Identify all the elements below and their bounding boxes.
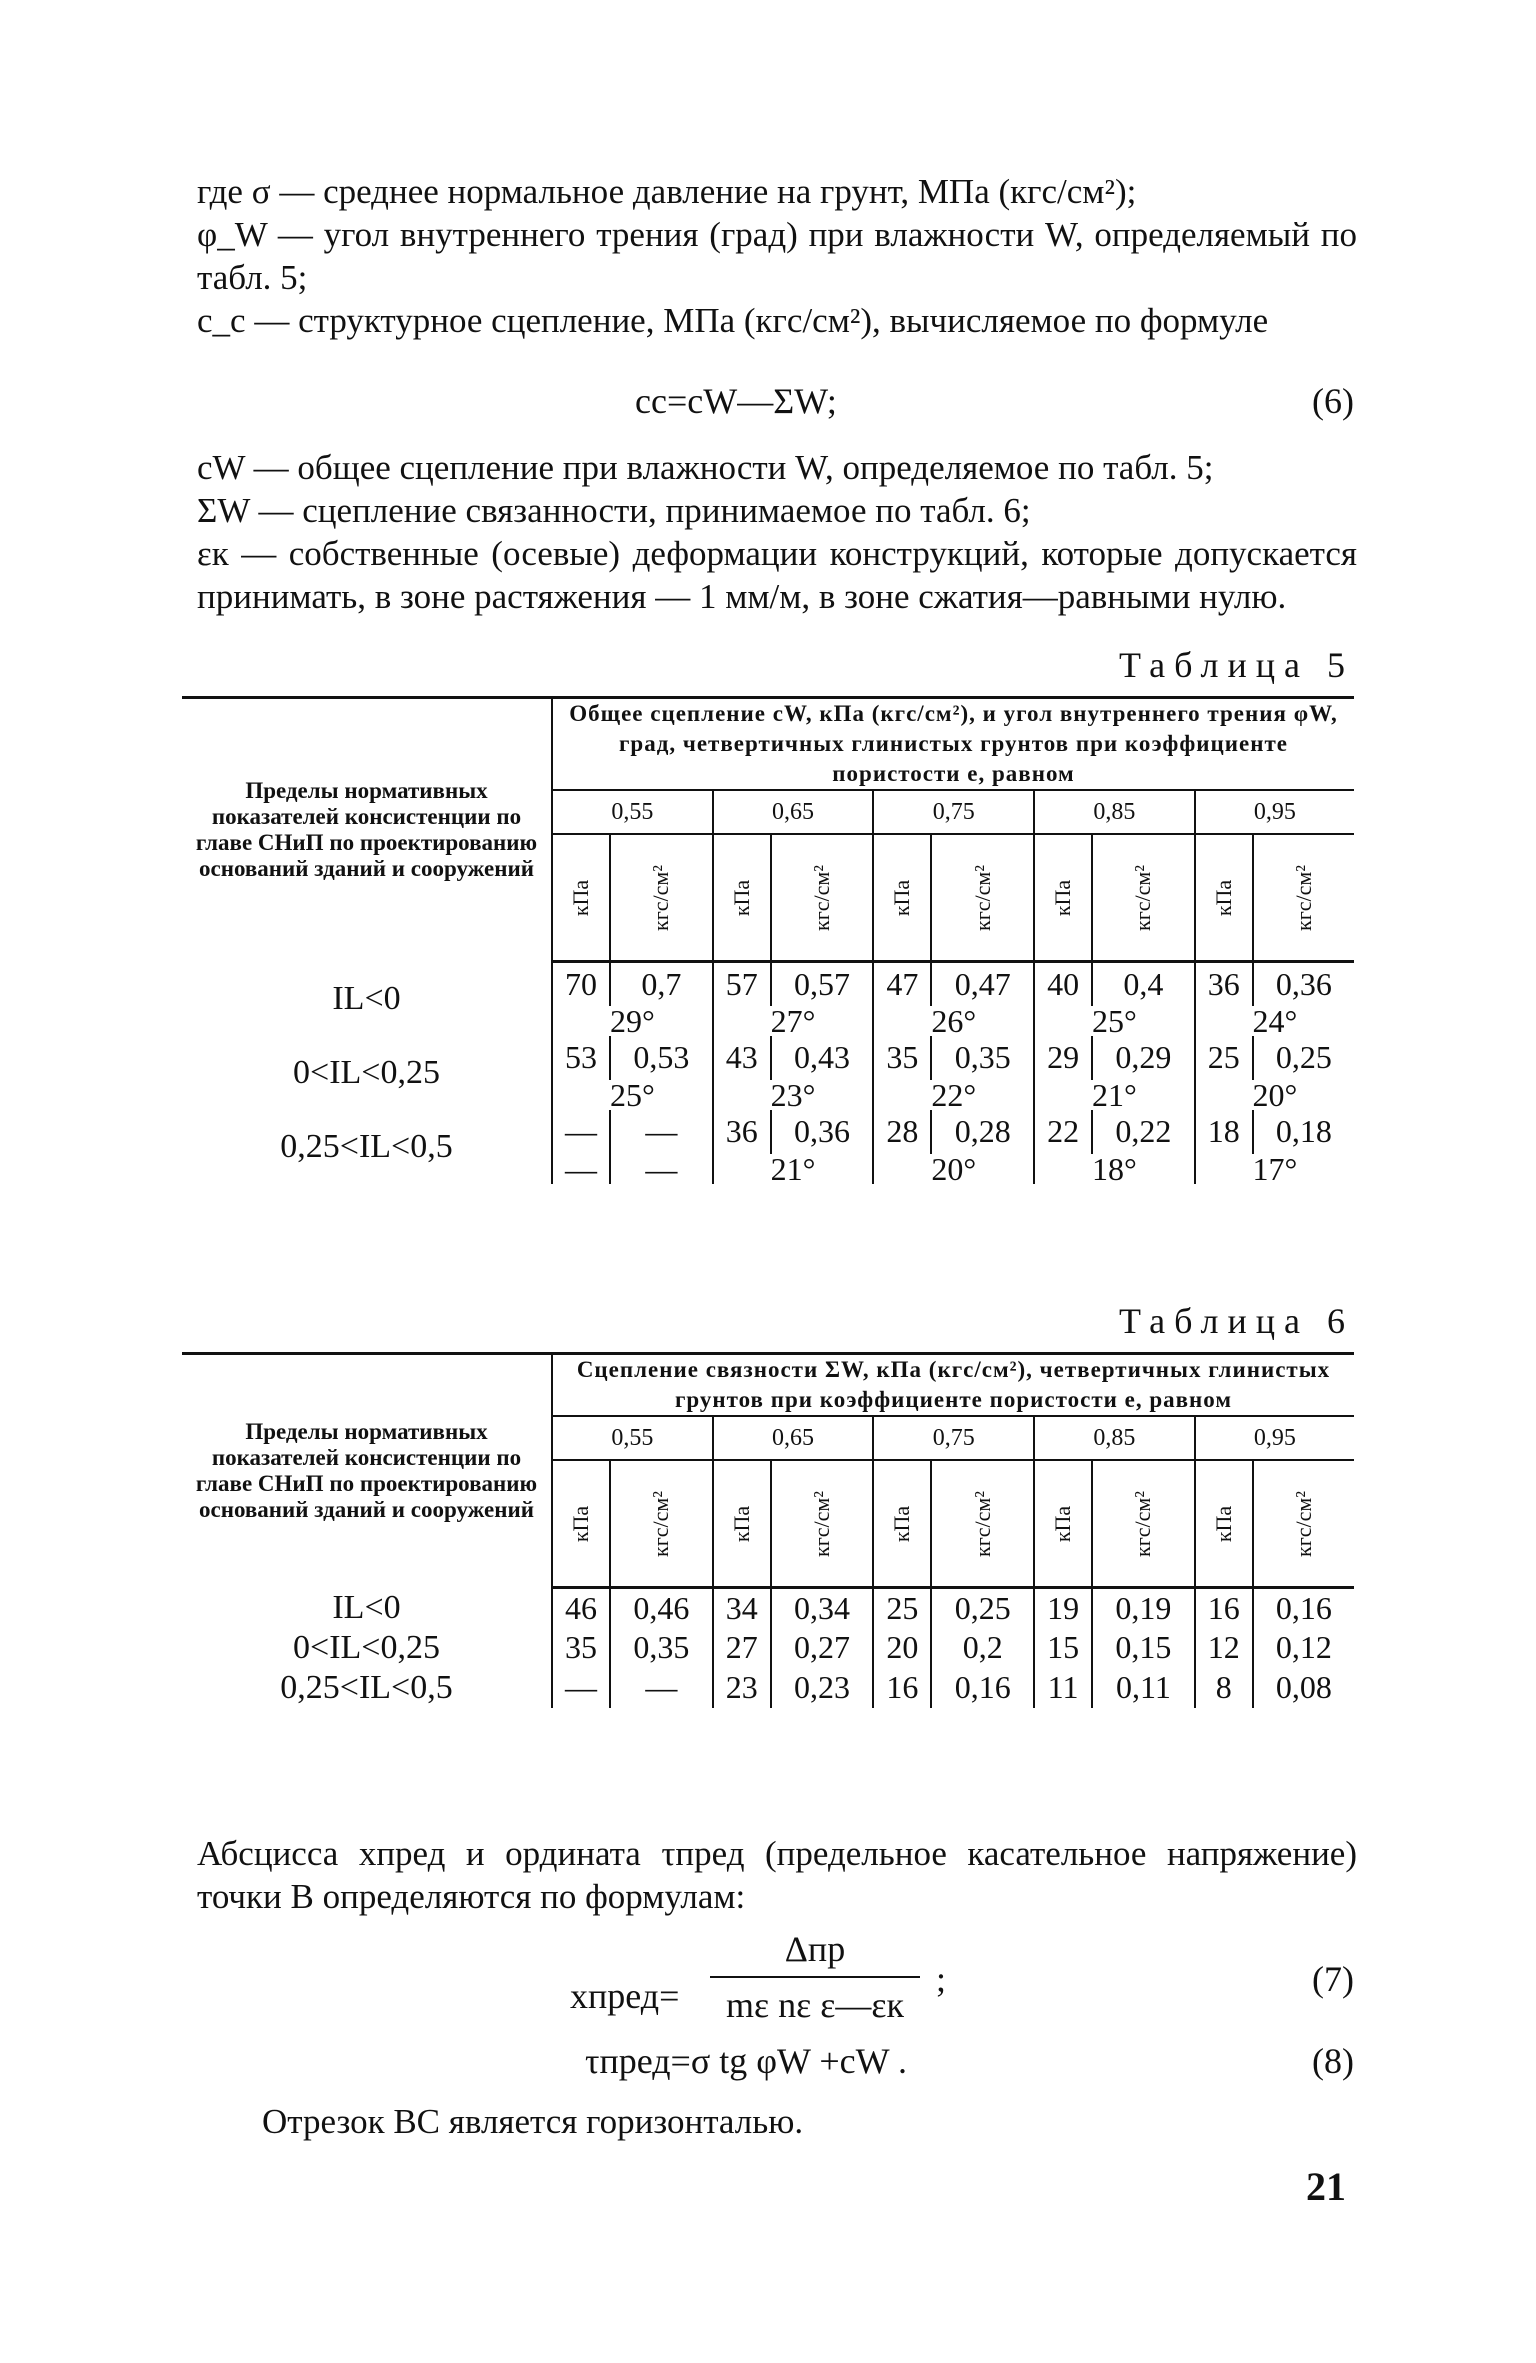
table5-row-label: 0,25<IL<0,5 (182, 1110, 552, 1184)
table5-e-065: 0,65 (713, 790, 874, 834)
table6-cell: 15 (1034, 1628, 1092, 1668)
definitions-text (197, 446, 1357, 618)
table5-cell: 0,47 (931, 962, 1034, 1006)
formula-8-number: (8) (1312, 2041, 1354, 2081)
table5-angle: 22° (873, 1080, 1034, 1110)
table6-unit-kpa: кПа (568, 1505, 593, 1542)
table5-angle: 25° (552, 1080, 713, 1110)
table6-cell: 0,34 (771, 1588, 874, 1628)
table5-cell: 0,25 (1275, 1039, 1332, 1075)
table6-cell: 0,16 (931, 1668, 1034, 1708)
table5-angle: 21° (1034, 1080, 1195, 1110)
formula-7-number: (7) (1312, 1959, 1354, 1999)
table6-cell: 0,19 (1092, 1588, 1195, 1628)
table5-unit-kpa: кПа (728, 879, 754, 916)
table5-cell: 35 (873, 1036, 931, 1080)
table5-row-label: 0<IL<0,25 (182, 1036, 552, 1110)
table5-unit-kpa: кПа (568, 879, 593, 916)
table5-cell: 0,29 (1092, 1036, 1195, 1080)
table6-cell: 0,08 (1275, 1669, 1332, 1705)
table5-angle: 18° (1034, 1154, 1195, 1184)
table6-cell: 0,35 (610, 1628, 713, 1668)
table5-cell: 43 (713, 1036, 771, 1080)
table5-cell: 57 (713, 962, 771, 1006)
table6-cell: 0,15 (1092, 1628, 1195, 1668)
table5-cell: 0,28 (931, 1110, 1034, 1154)
table5-unit-kpa: кПа (1050, 879, 1076, 916)
table6-cell: 12 (1195, 1628, 1253, 1668)
formula-7-denominator: mε nε ε—εк (726, 1985, 904, 2025)
table5-e-085: 0,85 (1034, 790, 1195, 834)
table5-unit-kpa: кПа (1210, 879, 1236, 916)
table6-cell: 16 (1195, 1588, 1253, 1628)
table6-cell: 25 (873, 1588, 931, 1628)
table5-e-075: 0,75 (873, 790, 1034, 834)
formula-7-numerator: Δпр (784, 1929, 846, 1969)
table5-angle: — (552, 1154, 610, 1184)
formula-6: cс=cW—ΣW; (635, 381, 837, 421)
table6-cell: 19 (1034, 1588, 1092, 1628)
table5-unit-kgs: кгс/см² (969, 864, 995, 931)
table5-cell: 0,57 (771, 962, 874, 1006)
table6-e-065: 0,65 (713, 1416, 874, 1460)
table6-cell: 8 (1195, 1668, 1253, 1708)
table6-cell: 0,12 (1275, 1629, 1332, 1665)
para-abscissa: Абсцисса xпред и ордината τпред (предельное касательное напряжение) точки B определяются по формулам: (197, 1834, 1357, 1916)
table6-cell: 0,25 (931, 1588, 1034, 1628)
para-eps: εк — собственные (осевые) деформации конструкций, которые допускается принимать, в зоне растяжения — 1 мм/м, в зоне сжатия—равными нулю. (197, 534, 1357, 616)
table5-cell: 25 (1195, 1036, 1253, 1080)
table6-cell: 34 (713, 1588, 771, 1628)
table5-cell: 40 (1034, 962, 1092, 1006)
table5-angle: 20° (1252, 1076, 1298, 1113)
table6-cell: 0,46 (610, 1588, 713, 1628)
table5-angle: 25° (1034, 1006, 1195, 1036)
para-cc: c_с — структурное сцепление, МПа (кгс/см²), вычисляемое по формуле (197, 301, 1269, 340)
table6-cell: 0,27 (771, 1628, 874, 1668)
table6-row-label: IL<0 (182, 1588, 552, 1628)
table6-cell: 0,11 (1092, 1668, 1195, 1708)
table6-e-095: 0,95 (1195, 1416, 1354, 1460)
table6-cell: 0,23 (771, 1668, 874, 1708)
table6-unit-kpa: кПа (1210, 1505, 1236, 1542)
table6-cell: 23 (713, 1668, 771, 1708)
table6-unit-kgs: кгс/см² (969, 1490, 995, 1557)
table5-cell: 47 (873, 962, 931, 1006)
table6-e-055: 0,55 (552, 1416, 713, 1460)
table6-cell: 20 (873, 1628, 931, 1668)
table5-unit-kgs: кгс/см² (648, 864, 674, 931)
fraction-bar (710, 1976, 920, 1978)
table6-cell: 11 (1034, 1668, 1092, 1708)
table5-e-055: 0,55 (552, 790, 713, 834)
table6-cell: 0,16 (1275, 1589, 1332, 1626)
table5-cell: 0,43 (771, 1036, 874, 1080)
table5-cell: 36 (1195, 962, 1253, 1006)
table5-cell: 0,22 (1092, 1110, 1195, 1154)
table5-cell: 18 (1195, 1110, 1253, 1154)
table5-caption: Таблица 5 (1119, 645, 1354, 685)
table5-cell: 0,4 (1092, 962, 1195, 1006)
table5 (182, 696, 1354, 1187)
table5-angle: 23° (713, 1080, 874, 1110)
table5-angle: — (610, 1154, 713, 1184)
table6-cell: 35 (552, 1628, 610, 1668)
para-sumw: ΣW — сцепление связанности, принимаемое по табл. 6; (197, 491, 1031, 530)
closing-text (262, 2100, 1422, 2143)
para-sigma: где σ — среднее нормальное давление на грунт, МПа (кгс/см²); (197, 172, 1137, 211)
table5-cell: 0,7 (610, 962, 713, 1006)
table6-e-075: 0,75 (873, 1416, 1034, 1460)
table5-row-label: IL<0 (182, 962, 552, 1036)
table5-cell: 28 (873, 1110, 931, 1154)
after-text (197, 1832, 1357, 1918)
table6-left-header: Пределы нормативных показателей консистенции по главе СНиП по проектированию оснований зданий и сооружений (182, 1354, 552, 1588)
para-cw: cW — общее сцепление при влажности W, определяемое по табл. 5; (197, 448, 1214, 487)
table5-angle: 29° (552, 1006, 713, 1036)
table5-angle: 24° (1252, 1002, 1298, 1039)
table5-angle: 26° (873, 1006, 1034, 1036)
table5-e-095: 0,95 (1195, 790, 1354, 834)
table6-cell: 0,2 (931, 1628, 1034, 1668)
table5-angle: 20° (873, 1154, 1034, 1184)
table5-cell: — (552, 1110, 610, 1154)
table6-unit-kgs: кгс/см² (648, 1490, 674, 1557)
table5-cell: — (610, 1110, 713, 1154)
table6-unit-kpa: кПа (1050, 1505, 1076, 1542)
table6-unit-kgs: кгс/см² (809, 1490, 835, 1557)
table5-unit-kgs: кгс/см² (1290, 864, 1316, 931)
table5-cell: 0,53 (610, 1036, 713, 1080)
table6-cell: — (552, 1668, 610, 1708)
table5-angle: 17° (1252, 1150, 1298, 1187)
table5-left-header: Пределы нормативных показателей консистенции по главе СНиП по проектированию оснований зданий и сооружений (182, 698, 552, 962)
table5-cell: 0,36 (1275, 965, 1332, 1002)
table6 (182, 1352, 1354, 1708)
table5-cell: 22 (1034, 1110, 1092, 1154)
table5-angle: 21° (713, 1154, 874, 1184)
table5-cell: 0,36 (771, 1110, 874, 1154)
table5-cell: 0,18 (1275, 1113, 1332, 1149)
table5-top-header: Общее сцепление cW, кПа (кгс/см²), и угол внутреннего трения φW, град, четвертичных глинистых грунтов при коэффициенте пористости e, равном (552, 698, 1354, 791)
table5-unit-kgs: кгс/см² (809, 864, 835, 931)
formula-8: τпред=σ tg φW +cW . (585, 2041, 907, 2081)
table6-top-header: Сцепление связности ΣW, кПа (кгс/см²), четвертичных глинистых грунтов при коэффициенте пористости e, равном (552, 1354, 1354, 1417)
table5-cell: 36 (713, 1110, 771, 1154)
table5-unit-kpa: кПа (889, 879, 915, 916)
para-phi: φ_W — угол внутреннего трения (град) при влажности W, определяемый по табл. 5; (197, 215, 1357, 297)
table6-row-label: 0,25<IL<0,5 (182, 1668, 552, 1708)
table5-cell: 53 (552, 1036, 610, 1080)
table6-cell: 46 (552, 1588, 610, 1628)
table6-unit-kpa: кПа (728, 1505, 754, 1542)
table6-cell: 27 (713, 1628, 771, 1668)
formula-7-tail: ; (936, 1959, 947, 1999)
table6-unit-kpa: кПа (889, 1505, 915, 1542)
table6-row-label: 0<IL<0,25 (182, 1628, 552, 1668)
table5-angle: 27° (713, 1006, 874, 1036)
table5-cell: 70 (552, 962, 610, 1006)
table5-cell: 0,35 (931, 1036, 1034, 1080)
para-closing: Отрезок BC является горизонталью. (262, 2102, 804, 2141)
table6-unit-kgs: кгс/см² (1290, 1490, 1316, 1557)
table6-unit-kgs: кгс/см² (1130, 1490, 1156, 1557)
formula-7-lhs: xпред= (570, 1976, 680, 2016)
table6-cell: — (610, 1668, 713, 1708)
page-number: 21 (1306, 2164, 1346, 2209)
table5-unit-kgs: кгс/см² (1130, 864, 1156, 931)
table6-cell: 16 (873, 1668, 931, 1708)
table6-caption: Таблица 6 (1119, 1301, 1354, 1341)
formula-6-number: (6) (1312, 381, 1354, 421)
table6-e-085: 0,85 (1034, 1416, 1195, 1460)
table5-cell: 29 (1034, 1036, 1092, 1080)
intro-text (197, 170, 1357, 342)
